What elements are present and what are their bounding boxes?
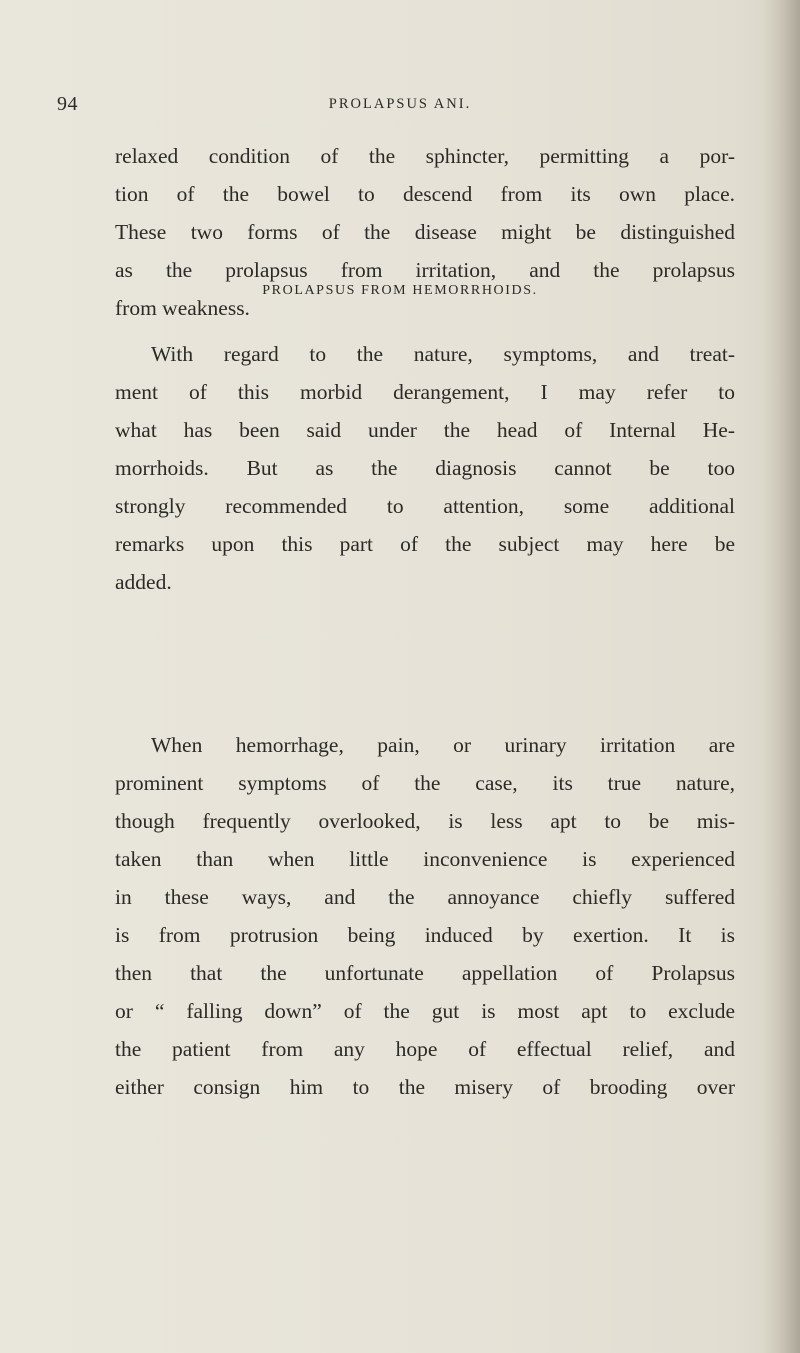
text-line: from weakness.: [115, 296, 250, 320]
page-number: 94: [57, 93, 78, 115]
page-edge-shadow: [762, 0, 800, 1353]
text-line: or “ falling down” of the gut is most apt to exclude: [115, 999, 735, 1023]
text-line: added.: [115, 570, 172, 594]
text-line: then that the unfortunate appellation of Prolapsus: [115, 961, 735, 985]
running-head: PROLAPSUS ANI.: [328, 96, 472, 112]
paragraph-when-hemorrhage: [115, 726, 735, 1106]
text-line: remarks upon this part of the subject may here be: [115, 532, 735, 556]
text-line: ment of this morbid derangement, I may refer to: [115, 380, 735, 404]
text-line: tion of the bowel to descend from its own place.: [115, 182, 735, 206]
text-line: though frequently overlooked, is less apt to be mis-: [115, 809, 735, 833]
paragraph-with-regard: [115, 335, 735, 601]
text-line: is from protrusion being induced by exertion. It is: [115, 923, 735, 947]
text-line: When hemorrhage, pain, or urinary irritation are: [151, 733, 735, 757]
text-line: either consign him to the misery of brooding over: [115, 1075, 735, 1099]
section-heading: PROLAPSUS FROM HEMORRHOIDS.: [262, 283, 538, 298]
text-line: morrhoids. But as the diagnosis cannot be too: [115, 456, 735, 480]
text-line: taken than when little inconvenience is experienced: [115, 847, 735, 871]
text-line: prominent symptoms of the case, its true nature,: [115, 771, 735, 795]
text-line: With regard to the nature, symptoms, and treat-: [151, 342, 735, 366]
text-line: what has been said under the head of Internal He-: [115, 418, 735, 442]
text-line: as the prolapsus from irritation, and the prolapsus: [115, 258, 735, 282]
text-line: relaxed condition of the sphincter, permitting a por-: [115, 144, 735, 168]
text-line: the patient from any hope of effectual relief, and: [115, 1037, 735, 1061]
text-line: strongly recommended to attention, some additional: [115, 494, 735, 518]
text-line: These two forms of the disease might be distinguished: [115, 220, 735, 244]
text-line: in these ways, and the annoyance chiefly suffered: [115, 885, 735, 909]
